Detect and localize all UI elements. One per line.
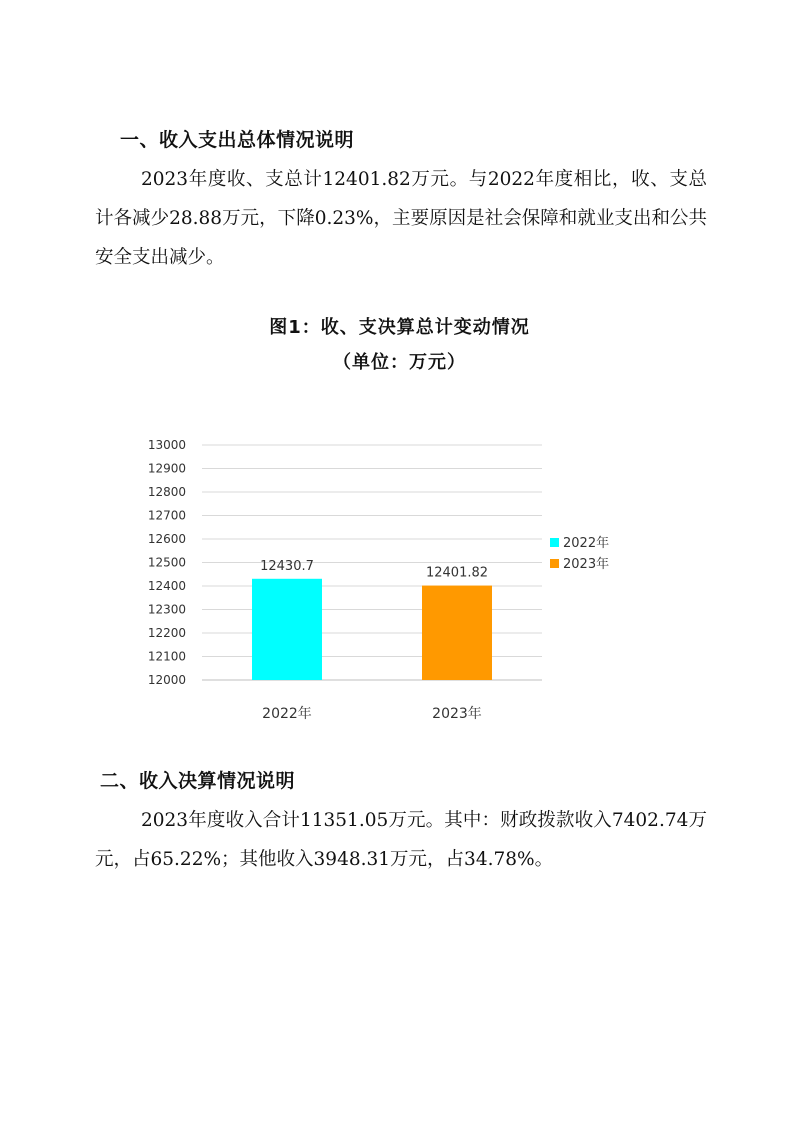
y-tick-label: 12100 bbox=[147, 649, 186, 664]
x-tick-label: 2023年 bbox=[432, 706, 482, 722]
legend-swatch bbox=[550, 538, 559, 547]
data-label: 12401.82 bbox=[425, 565, 489, 581]
y-tick-label: 12500 bbox=[147, 555, 186, 570]
y-tick-label: 12800 bbox=[147, 485, 186, 499]
legend-swatch bbox=[550, 559, 559, 568]
y-tick-label: 12900 bbox=[147, 461, 186, 476]
y-tick-label: 12600 bbox=[147, 532, 186, 546]
y-tick-label: 12300 bbox=[147, 602, 186, 617]
bar-chart bbox=[120, 425, 640, 725]
legend-label: 2022年 bbox=[563, 536, 610, 551]
y-tick-label: 12200 bbox=[147, 626, 186, 640]
section-paragraph-overview: 2023年度收、支总计12401.82万元。与2022年度相比，收、支总计各减少28.88万元，下降0.23%，主要原因是社会保障和就业支出和公共安全支出减少。 bbox=[95, 169, 707, 268]
figure-title: 图1：收、支决算总计变动情况 bbox=[269, 317, 530, 338]
y-tick-label: 12700 bbox=[147, 508, 186, 523]
section-heading-income-details: 二、收入决算情况说明 bbox=[100, 770, 296, 792]
y-tick-label: 12000 bbox=[147, 673, 186, 687]
figure-unit: （单位：万元） bbox=[333, 352, 466, 373]
y-tick-label: 13000 bbox=[147, 438, 186, 452]
x-tick-label: 2022年 bbox=[262, 706, 312, 722]
section-paragraph-income-details: 2023年度收入合计11351.05万元。其中：财政拨款收入7402.74万元，占65.22%；其他收入3948.31万元，占34.78%。 bbox=[95, 810, 707, 870]
data-label: 12430.7 bbox=[260, 558, 314, 574]
legend-label: 2023年 bbox=[563, 557, 610, 572]
section-heading-income-expenditure-overview: 一、收入支出总体情况说明 bbox=[120, 129, 355, 151]
bar-2 bbox=[422, 586, 492, 680]
y-tick-label: 12400 bbox=[147, 579, 186, 593]
bar-1 bbox=[252, 579, 322, 680]
